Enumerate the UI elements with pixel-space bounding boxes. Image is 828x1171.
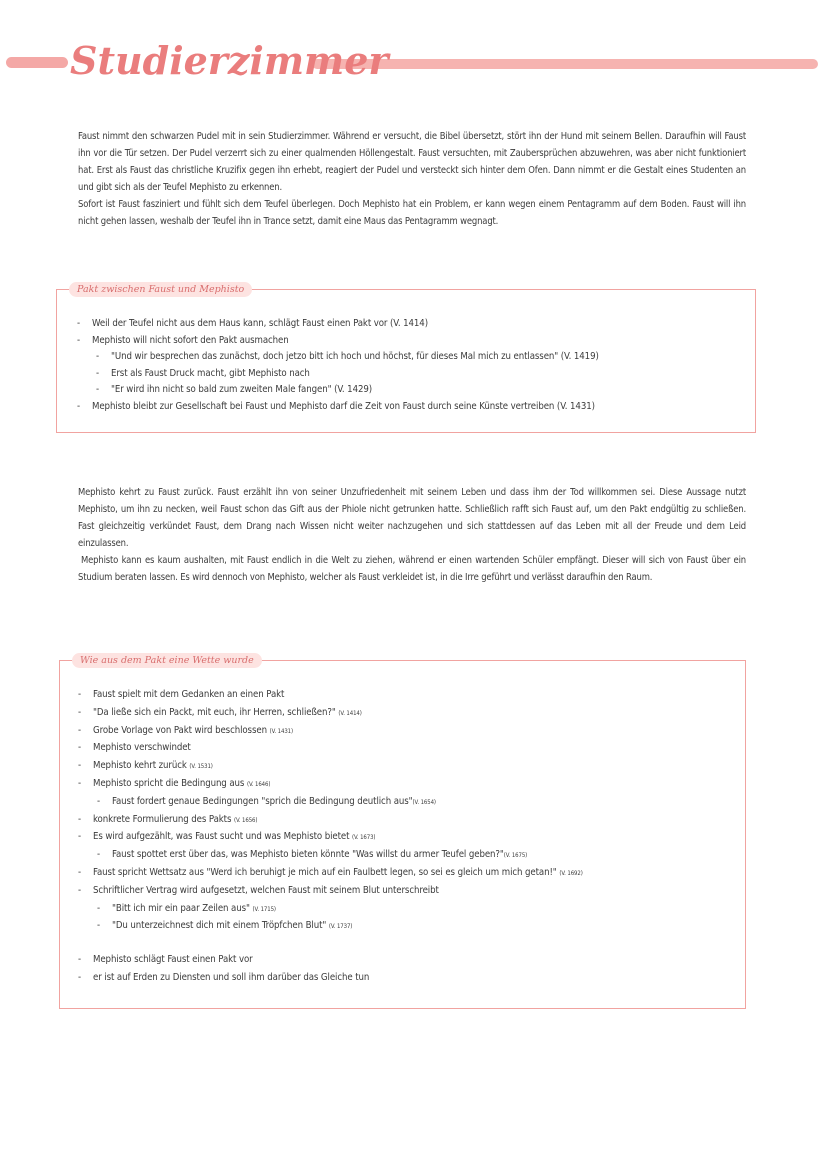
- item-text: konkrete Formulierung des Pakts: [93, 813, 232, 825]
- item-text: "Da ließe sich ein Packt, mit euch, ihr Herren, schließen?": [93, 706, 336, 718]
- verse-ref: (V. 1531): [189, 763, 213, 771]
- item-text: er ist auf Erden zu Diensten und soll ihm darüber das Gleiche tun: [93, 971, 370, 983]
- pakt-list: [74, 316, 599, 416]
- wette-box-label: Wie aus dem Pakt eine Wette wurde: [72, 653, 262, 668]
- list-item: - Mephisto bleibt zur Gesellschaft bei Faust und Mephisto darf die Zeit von Faust durch seine Künste vertreiben (V. 1431): [74, 399, 599, 416]
- list-item: [75, 883, 583, 901]
- item-text: Faust spielt mit dem Gedanken an einen Pakt: [93, 689, 285, 700]
- item-text: Mephisto schlägt Faust einen Pakt vor: [93, 954, 253, 966]
- list-item: [75, 901, 583, 919]
- list-item: [75, 970, 583, 988]
- list-item: - Mephisto will nicht sofort den Pakt ausmachen: [74, 333, 599, 350]
- list-item: - "Er wird ihn nicht so bald zum zweiten Male fangen" (V. 1429): [74, 382, 599, 399]
- item-text: Schriftlicher Vertrag wird aufgesetzt, welchen Faust mit seinem Blut unterschreibt: [93, 884, 439, 896]
- verse-ref: (V. 1431): [269, 727, 293, 735]
- list-item: - "Und wir besprechen das zunächst, doch jetzo bitt ich hoch und höchst, für dieses Mal mich zu entlassen" (V. 1419): [74, 349, 599, 366]
- verse-ref: (V. 1646): [246, 780, 271, 788]
- item-text: Es wird aufgezählt, was Faust sucht und was Mephisto bietet: [93, 831, 350, 843]
- list-item: [75, 776, 583, 794]
- list-item: [75, 865, 583, 883]
- list-item: [75, 758, 583, 776]
- item-text: Mephisto spricht die Bedingung aus: [93, 777, 245, 789]
- item-text: "Du unterzeichnest dich mit einem Tröpfchen Blut": [112, 920, 327, 932]
- list-item: [75, 918, 583, 936]
- list-item: [75, 723, 583, 741]
- item-text: "Bitt ich mir ein paar Zeilen aus": [112, 902, 250, 914]
- middle-paragraph-2: Mephisto kann es kaum aushalten, mit Faust endlich in die Welt zu ziehen, während er einen wartenden Schüler empfängt. Dieser will sich von Faust über ein Studium beraten lassen. Es wird dennoch von Mephisto, welcher als Faust verkleidet ist, in die Irre geführt und verlässt daraufhin den Raum.: [78, 555, 746, 584]
- item-text: Faust fordert genaue Bedingungen "sprich die Bedingung deutlich aus": [112, 795, 413, 807]
- verse-ref: (V. 1414): [338, 709, 362, 717]
- verse-ref: (V. 1737): [328, 923, 353, 931]
- intro-text: [78, 128, 746, 231]
- list-item: [75, 794, 583, 812]
- intro-paragraph-1: Faust nimmt den schwarzen Pudel mit in sein Studierzimmer. Während er versucht, die Bibel übersetzt, stört ihn der Hund mit seinem Bellen. Daraufhin will Faust ihn vor die Tür setzen. Der Pudel verzerrt sich zu einer qualmenden Höllengestalt. Faust versuchten, mit Zaubersprüchen abzuwehren, was aber nicht funktioniert hat. Erst als Faust das christliche Kruzifix gegen ihn erhebt, reagiert der Pudel und versteckt sich hinter dem Ofen. Dann nimmt er die Gestalt eines Studenten an und gibt sich als der Teufel Mephisto zu erkennen.: [78, 131, 746, 194]
- pakt-box-label: Pakt zwischen Faust und Mephisto: [69, 282, 252, 297]
- wette-box: [59, 655, 746, 1009]
- list-item: [75, 952, 583, 970]
- item-text: Faust spottet erst über das, was Mephisto bieten könnte "Was willst du armer Teufel geben?": [112, 849, 504, 861]
- verse-ref: (V. 1692): [559, 869, 583, 877]
- verse-ref: (V. 1715): [252, 905, 276, 913]
- verse-ref: (V. 1656): [233, 816, 258, 824]
- item-text: Mephisto kehrt zurück: [93, 760, 187, 772]
- verse-ref: (V. 1673): [352, 834, 376, 842]
- pakt-box: [56, 284, 756, 433]
- page-title: Studierzimmer: [70, 38, 389, 83]
- intro-paragraph-2: Sofort ist Faust fasziniert und fühlt sich dem Teufel überlegen. Doch Mephisto hat ein Problem, er kann wegen einem Pentagramm auf dem Boden. Faust will ihn nicht gehen lassen, weshalb der Teufel ihn in Trance setzt, damit eine Maus das Pentagramm wegnagt.: [78, 199, 746, 228]
- verse-ref: (V. 1675): [503, 852, 528, 860]
- middle-paragraph-1: Mephisto kehrt zu Faust zurück. Faust erzählt ihn von seiner Unzufriedenheit mit seinem Leben und dass ihm der Tod willkommen sei. Diese Aussage nutzt Mephisto, um ihn zu necken, weil Faust schon das Gift aus der Phiole nicht getrunken hatte. Schließlich rafft sich Faust auf, um den Pakt endgültig zu schließen. Fast gleichzeitig verkündet Faust, dem Drang nach Wissen nicht weiter nachzugehen und sich stattdessen auf das Leben mit all der Freude und dem Leid einzulassen.: [78, 487, 746, 550]
- item-text: Faust spricht Wettsatz aus "Werd ich beruhigt je mich auf ein Faulbett legen, so sei es gleich um mich getan!": [93, 866, 557, 878]
- list-item: - Erst als Faust Druck macht, gibt Mephisto nach: [74, 366, 599, 383]
- verse-ref: (V. 1654): [412, 798, 436, 806]
- wette-list: [75, 687, 583, 988]
- list-item: [75, 740, 583, 758]
- list-item: [75, 812, 583, 830]
- middle-text: [78, 484, 746, 587]
- list-item: - Weil der Teufel nicht aus dem Haus kann, schlägt Faust einen Pakt vor (V. 1414): [74, 316, 599, 333]
- item-text: Grobe Vorlage von Pakt wird beschlossen: [93, 724, 267, 736]
- list-item: [75, 705, 583, 723]
- title-underline-left: [6, 57, 68, 68]
- list-item: [75, 829, 583, 847]
- list-item: [75, 847, 583, 865]
- item-text: Mephisto verschwindet: [93, 742, 191, 754]
- list-item: [75, 687, 583, 705]
